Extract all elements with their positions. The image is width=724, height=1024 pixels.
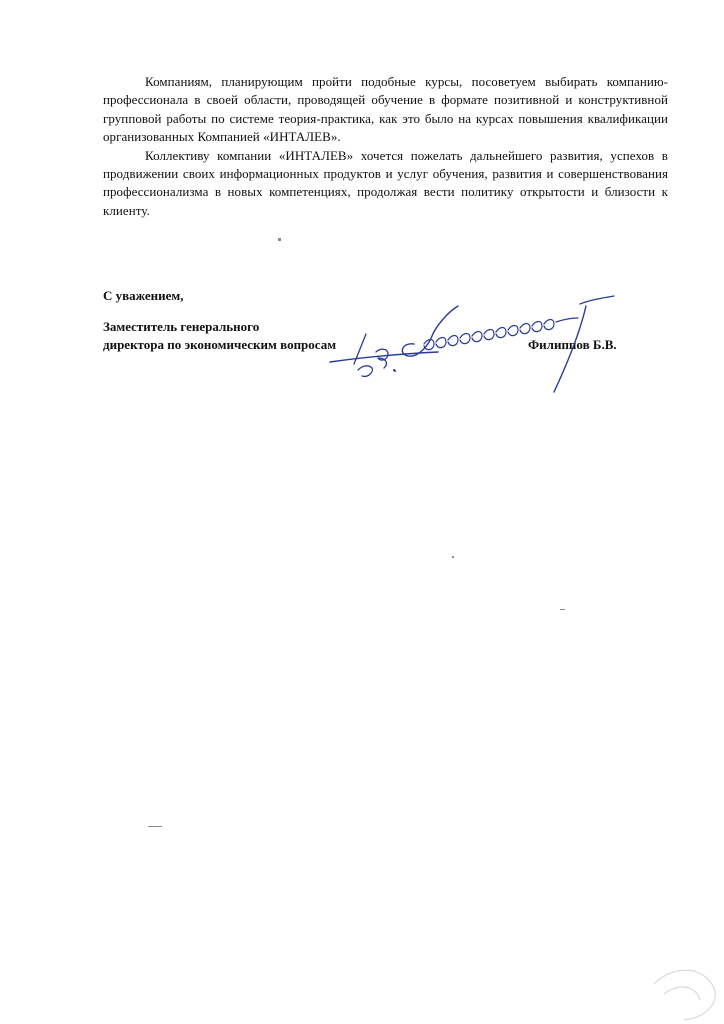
paragraph-wishes: Коллективу компании «ИНТАЛЕВ» хочется пожелать дальнейшего развития, успехов в продвижении своих информационных продуктов и услуг обучения, развития и совершенствования профессионализма в новых компетенциях, продолжая вести политику открытости и близости к клиенту.: [103, 147, 668, 218]
scan-speck: [278, 238, 281, 241]
letter-body: [103, 73, 668, 220]
signatory-name: Филиппов Б.В.: [528, 337, 617, 352]
paragraph-recommendation: Компаниям, планирующим пройти подобные курсы, посоветуем выбирать компанию-профессионала в своей области, проводящей обучение в формате позитивной и конструктивной групповой работы по системе теория-практика, как это было на курсах повышения квалификации организованных Компанией «ИНТАЛЕВ».: [103, 74, 668, 145]
signatory-title-line1: Заместитель генерального: [103, 319, 260, 334]
faint-stamp-mark: [634, 954, 724, 1024]
scan-speck: [560, 609, 565, 610]
handwritten-signature: [318, 292, 618, 402]
closing-salutation: С уважением,: [103, 288, 184, 303]
signatory-title-line2: директора по экономическим вопросам: [103, 337, 337, 352]
scan-speck: [452, 556, 454, 558]
scan-speck: [148, 826, 162, 827]
